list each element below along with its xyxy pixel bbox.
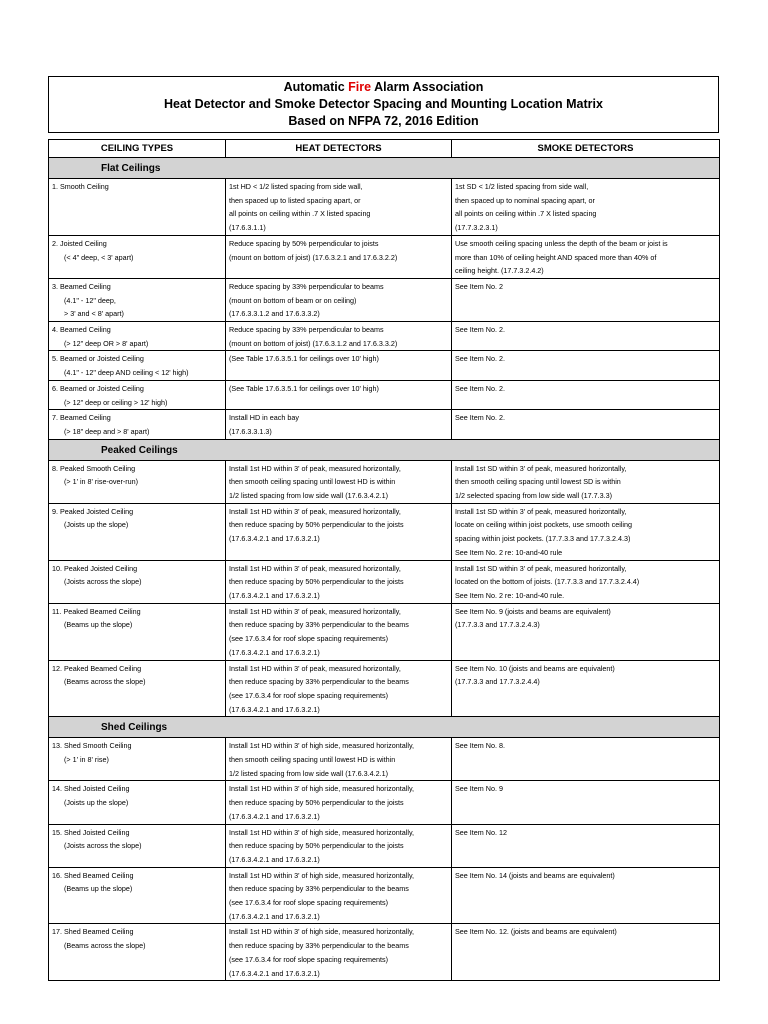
ceiling-type-cell <box>49 660 226 717</box>
cell-text-line: Install 1st HD within 3' of peak, measured horizontally, <box>229 563 401 573</box>
cell-text-line: then reduce spacing by 33% perpendicular to the beams <box>229 884 409 894</box>
cell-text-line: (17.6.3.4.2.1 and 17.6.3.2.1) <box>229 811 320 821</box>
cell-text-line: (> 18" deep and > 8' apart) <box>64 426 150 436</box>
cell-text-line: 13. Shed Smooth Ceiling <box>52 741 132 751</box>
cell-text-line: (mount on bottom of joist) (17.6.3.1.2 and 17.6.3.3.2) <box>229 338 398 348</box>
smoke-detector-cell <box>452 278 720 321</box>
cell-text-line: (< 4" deep, < 3' apart) <box>64 252 134 262</box>
cell-text-line: then smooth ceiling spacing until lowest HD is within <box>229 755 396 765</box>
ceiling-type-cell <box>49 867 226 924</box>
cell-text-line: 1/2 listed spacing from low side wall (17.6.3.4.2.1) <box>229 491 389 501</box>
ceiling-type-cell <box>49 410 226 439</box>
heat-detector-cell <box>226 560 452 603</box>
cell-text-line: (17.6.3.3.1.2 and 17.6.3.3.2) <box>229 309 320 319</box>
cell-text-line: 10. Peaked Joisted Ceiling <box>52 563 138 573</box>
cell-text-line: 2. Joisted Ceiling <box>52 238 107 248</box>
table-row <box>49 460 720 503</box>
cell-text-line: See Item No. 2. <box>455 325 505 335</box>
smoke-detector-cell <box>452 380 720 409</box>
cell-text-line: (> 1' in 8' rise-over-run) <box>64 477 139 487</box>
cell-text-line: Reduce spacing by 33% perpendicular to beams <box>229 281 384 291</box>
cell-text-line: 1st SD < 1/2 listed spacing from side wall, <box>455 182 589 191</box>
cell-text-line: (17.6.3.4.2.1 and 17.6.3.2.1) <box>229 647 320 657</box>
spacing-matrix-table <box>48 139 720 981</box>
section-row <box>49 717 720 738</box>
cell-text-line: spacing within joist pockets. (17.7.3.3 and 17.7.3.2.4.3) <box>455 534 631 544</box>
heat-detector-cell <box>226 235 452 278</box>
ceiling-type-cell <box>49 824 226 867</box>
table-row <box>49 824 720 867</box>
cell-text-line: (Joists up the slope) <box>64 798 129 808</box>
cell-text-line: then smooth ceiling spacing until lowest HD is within <box>229 477 396 487</box>
cell-text-line: (17.6.3.4.2.1 and 17.6.3.2.1) <box>229 911 320 921</box>
cell-text-line: (See Table 17.6.3.5.1 for ceilings over 10' high) <box>229 383 379 393</box>
smoke-detector-cell <box>452 603 720 660</box>
table-row <box>49 351 720 380</box>
cell-text-line: Reduce spacing by 50% perpendicular to joists <box>229 238 379 248</box>
cell-text-line: 8. Peaked Smooth Ceiling <box>52 463 136 473</box>
heat-detector-cell <box>226 410 452 439</box>
cell-text-line: Install 1st SD within 3' of peak, measured horizontally, <box>455 463 627 473</box>
cell-text-line: (Joists across the slope) <box>64 841 142 851</box>
heat-detector-cell <box>226 924 452 981</box>
cell-text-line: 1. Smooth Ceiling <box>52 182 109 191</box>
ceiling-type-cell <box>49 603 226 660</box>
cell-text-line: 4. Beamed Ceiling <box>52 325 111 335</box>
cell-text-line: (Beams across the slope) <box>64 941 146 951</box>
cell-text-line: See Item No. 2 <box>455 281 503 291</box>
smoke-detector-cell <box>452 460 720 503</box>
cell-text-line: Install 1st HD within 3' of peak, measured horizontally, <box>229 663 401 673</box>
document-page <box>48 76 719 981</box>
cell-text-line: Install 1st HD within 3' of high side, measured horizontally, <box>229 927 415 937</box>
cell-text-line: (see 17.6.3.4 for roof slope spacing requirements) <box>229 954 389 964</box>
title-line-2: Heat Detector and Smoke Detector Spacing and Mounting Location Matrix <box>164 97 603 111</box>
cell-text-line: then reduce spacing by 33% perpendicular to the beams <box>229 941 409 951</box>
smoke-detector-cell <box>452 503 720 560</box>
cell-text-line: 3. Beamed Ceiling <box>52 281 111 291</box>
cell-text-line: (mount on bottom of joist) (17.6.3.2.1 and 17.6.3.2.2) <box>229 252 398 262</box>
heat-detector-cell <box>226 660 452 717</box>
cell-text-line: 1/2 selected spacing from low side wall (17.7.3.3) <box>455 491 613 501</box>
column-header-heat-detectors: HEAT DETECTORS <box>226 140 452 158</box>
cell-text-line: all points on ceiling within .7 X listed spacing <box>455 209 597 219</box>
header-row <box>49 140 720 158</box>
table-row <box>49 179 720 236</box>
cell-text-line: See Item No. 9 <box>455 784 503 794</box>
table-row <box>49 781 720 824</box>
cell-text-line: (see 17.6.3.4 for roof slope spacing requirements) <box>229 634 389 644</box>
heat-detector-cell <box>226 278 452 321</box>
heat-detector-cell <box>226 380 452 409</box>
cell-text-line: (Beams across the slope) <box>64 677 146 687</box>
title-fire-word: Fire <box>348 80 372 94</box>
cell-text-line: 15. Shed Joisted Ceiling <box>52 827 130 837</box>
cell-text-line: 6. Beamed or Joisted Ceiling <box>52 383 144 393</box>
cell-text-line: (17.6.3.4.2.1 and 17.6.3.2.1) <box>229 590 320 600</box>
cell-text-line: (> 1' in 8' rise) <box>64 755 109 765</box>
cell-text-line: Install 1st HD within 3' of peak, measured horizontally, <box>229 506 401 516</box>
section-heading: Peaked Ceilings <box>49 439 720 460</box>
section-row <box>49 439 720 460</box>
ceiling-type-cell <box>49 738 226 781</box>
cell-text-line: 1/2 listed spacing from low side wall (17.6.3.4.2.1) <box>229 768 389 778</box>
table-row <box>49 503 720 560</box>
cell-text-line: then reduce spacing by 50% perpendicular to the joists <box>229 798 404 808</box>
cell-text-line: (Joists up the slope) <box>64 520 129 530</box>
smoke-detector-cell <box>452 560 720 603</box>
cell-text-line: then reduce spacing by 33% perpendicular to the beams <box>229 620 409 630</box>
cell-text-line: 1st HD < 1/2 listed spacing from side wall, <box>229 182 363 191</box>
table-row <box>49 410 720 439</box>
smoke-detector-cell <box>452 410 720 439</box>
cell-text-line: (mount on bottom of beam or on ceiling) <box>229 295 357 305</box>
cell-text-line: (Joists across the slope) <box>64 577 142 587</box>
cell-text-line: (Beams up the slope) <box>64 620 133 630</box>
cell-text-line: See Item No. 2. <box>455 354 505 364</box>
cell-text-line: then spaced up to listed spacing apart, or <box>229 195 361 205</box>
cell-text-line: (> 12" deep or ceiling > 12' high) <box>64 397 168 407</box>
cell-text-line: See Item No. 12 <box>455 827 507 837</box>
heat-detector-cell <box>226 867 452 924</box>
smoke-detector-cell <box>452 235 720 278</box>
section-row <box>49 158 720 179</box>
heat-detector-cell <box>226 351 452 380</box>
cell-text-line: (17.6.3.1.1) <box>229 223 266 233</box>
cell-text-line: See Item No. 14 (joists and beams are equivalent) <box>455 870 615 880</box>
table-row <box>49 603 720 660</box>
cell-text-line: 14. Shed Joisted Ceiling <box>52 784 130 794</box>
smoke-detector-cell <box>452 351 720 380</box>
cell-text-line: See Item No. 8. <box>455 741 505 751</box>
cell-text-line: Install 1st SD within 3' of peak, measured horizontally, <box>455 506 627 516</box>
cell-text-line: See Item No. 9 (joists and beams are equivalent) <box>455 606 611 616</box>
cell-text-line: (see 17.6.3.4 for roof slope spacing requirements) <box>229 898 389 908</box>
cell-text-line: (see 17.6.3.4 for roof slope spacing requirements) <box>229 690 389 700</box>
cell-text-line: Use smooth ceiling spacing unless the depth of the beam or joist is <box>455 238 668 248</box>
cell-text-line: Install 1st HD within 3' of peak, measured horizontally, <box>229 463 401 473</box>
cell-text-line: Install HD in each bay <box>229 413 299 423</box>
table-row <box>49 660 720 717</box>
table-row <box>49 322 720 351</box>
cell-text-line: then spaced up to nominal spacing apart, or <box>455 195 595 205</box>
ceiling-type-cell <box>49 235 226 278</box>
ceiling-type-cell <box>49 380 226 409</box>
table-row <box>49 560 720 603</box>
heat-detector-cell <box>226 738 452 781</box>
smoke-detector-cell <box>452 179 720 236</box>
cell-text-line: Install 1st HD within 3' of high side, measured horizontally, <box>229 784 415 794</box>
cell-text-line: locate on ceiling within joist pockets, use smooth ceiling <box>455 520 632 530</box>
cell-text-line: (Beams up the slope) <box>64 884 133 894</box>
table-row <box>49 924 720 981</box>
cell-text-line: See Item No. 12. (joists and beams are equivalent) <box>455 927 617 937</box>
smoke-detector-cell <box>452 322 720 351</box>
cell-text-line: (See Table 17.6.3.5.1 for ceilings over 10' high) <box>229 354 379 364</box>
cell-text-line: See Item No. 10 (joists and beams are equivalent) <box>455 663 615 673</box>
ceiling-type-cell <box>49 781 226 824</box>
cell-text-line: then reduce spacing by 50% perpendicular to the joists <box>229 841 404 851</box>
smoke-detector-cell <box>452 738 720 781</box>
cell-text-line: 9. Peaked Joisted Ceiling <box>52 506 134 516</box>
cell-text-line: 5. Beamed or Joisted Ceiling <box>52 354 144 364</box>
cell-text-line: all points on ceiling within .7 X listed spacing <box>229 209 371 219</box>
matrix-body <box>49 158 720 981</box>
cell-text-line: (4.1" - 12" deep, <box>64 295 116 305</box>
cell-text-line: Install 1st HD within 3' of high side, measured horizontally, <box>229 741 415 751</box>
title-prefix: Automatic <box>283 80 349 94</box>
cell-text-line: > 3' and < 8' apart) <box>64 309 124 319</box>
cell-text-line: See Item No. 2 re: 10-and-40 rule <box>455 547 563 557</box>
cell-text-line: (17.6.3.4.2.1 and 17.6.3.2.1) <box>229 968 320 978</box>
heat-detector-cell <box>226 460 452 503</box>
ceiling-type-cell <box>49 351 226 380</box>
smoke-detector-cell <box>452 867 720 924</box>
cell-text-line: 17. Shed Beamed Ceiling <box>52 927 134 937</box>
cell-text-line: Reduce spacing by 33% perpendicular to beams <box>229 325 384 335</box>
cell-text-line: (17.7.3.3 and 17.7.3.2.4.4) <box>455 677 540 687</box>
cell-text-line: more than 10% of ceiling height AND spaced more than 40% of <box>455 252 657 262</box>
cell-text-line: (4.1" - 12" deep AND ceiling < 12' high) <box>64 368 189 378</box>
title-block <box>48 76 719 133</box>
ceiling-type-cell <box>49 322 226 351</box>
cell-text-line: (17.6.3.4.2.1 and 17.6.3.2.1) <box>229 854 320 864</box>
title-line-1 <box>49 79 718 96</box>
cell-text-line: (17.7.3.3 and 17.7.3.2.4.3) <box>455 620 540 630</box>
table-row <box>49 278 720 321</box>
cell-text-line: (17.7.3.2.3.1) <box>455 223 498 233</box>
cell-text-line: Install 1st HD within 3' of high side, measured horizontally, <box>229 870 415 880</box>
table-row <box>49 738 720 781</box>
cell-text-line: then smooth ceiling spacing until lowest SD is within <box>455 477 621 487</box>
ceiling-type-cell <box>49 560 226 603</box>
title-suffix: Alarm Association <box>371 80 484 94</box>
cell-text-line: located on the bottom of joists. (17.7.3.3 and 17.7.3.2.4.4) <box>455 577 640 587</box>
heat-detector-cell <box>226 603 452 660</box>
ceiling-type-cell <box>49 503 226 560</box>
cell-text-line: 16. Shed Beamed Ceiling <box>52 870 134 880</box>
cell-text-line: (> 12" deep OR > 8' apart) <box>64 338 149 348</box>
heat-detector-cell <box>226 503 452 560</box>
ceiling-type-cell <box>49 278 226 321</box>
title-line-3: Based on NFPA 72, 2016 Edition <box>288 114 479 128</box>
cell-text-line: 12. Peaked Beamed Ceiling <box>52 663 142 673</box>
heat-detector-cell <box>226 322 452 351</box>
cell-text-line: (17.6.3.3.1.3) <box>229 426 272 436</box>
cell-text-line: 11. Peaked Beamed Ceiling <box>52 606 141 616</box>
cell-text-line: See Item No. 2. <box>455 413 505 423</box>
ceiling-type-cell <box>49 179 226 236</box>
ceiling-type-cell <box>49 924 226 981</box>
cell-text-line: Install 1st HD within 3' of high side, measured horizontally, <box>229 827 415 837</box>
cell-text-line: (17.6.3.4.2.1 and 17.6.3.2.1) <box>229 534 320 544</box>
table-row <box>49 380 720 409</box>
ceiling-type-cell <box>49 460 226 503</box>
cell-text-line: See Item No. 2 re: 10-and-40 rule. <box>455 590 565 600</box>
cell-text-line: ceiling height. (17.7.3.2.4.2) <box>455 266 544 276</box>
column-header-ceiling-types: CEILING TYPES <box>49 140 226 158</box>
column-header-smoke-detectors: SMOKE DETECTORS <box>452 140 720 158</box>
cell-text-line: Install 1st SD within 3' of peak, measured horizontally, <box>455 563 627 573</box>
cell-text-line: (17.6.3.4.2.1 and 17.6.3.2.1) <box>229 704 320 714</box>
heat-detector-cell <box>226 781 452 824</box>
section-heading: Shed Ceilings <box>49 717 720 738</box>
section-heading: Flat Ceilings <box>49 158 720 179</box>
cell-text-line: then reduce spacing by 50% perpendicular to the joists <box>229 577 404 587</box>
table-row <box>49 235 720 278</box>
smoke-detector-cell <box>452 781 720 824</box>
cell-text-line: then reduce spacing by 33% perpendicular to the beams <box>229 677 409 687</box>
heat-detector-cell <box>226 824 452 867</box>
heat-detector-cell <box>226 179 452 236</box>
cell-text-line: then reduce spacing by 50% perpendicular to the joists <box>229 520 404 530</box>
smoke-detector-cell <box>452 924 720 981</box>
cell-text-line: 7. Beamed Ceiling <box>52 413 111 423</box>
cell-text-line: Install 1st HD within 3' of peak, measured horizontally, <box>229 606 401 616</box>
table-row <box>49 867 720 924</box>
cell-text-line: See Item No. 2. <box>455 383 505 393</box>
smoke-detector-cell <box>452 660 720 717</box>
smoke-detector-cell <box>452 824 720 867</box>
